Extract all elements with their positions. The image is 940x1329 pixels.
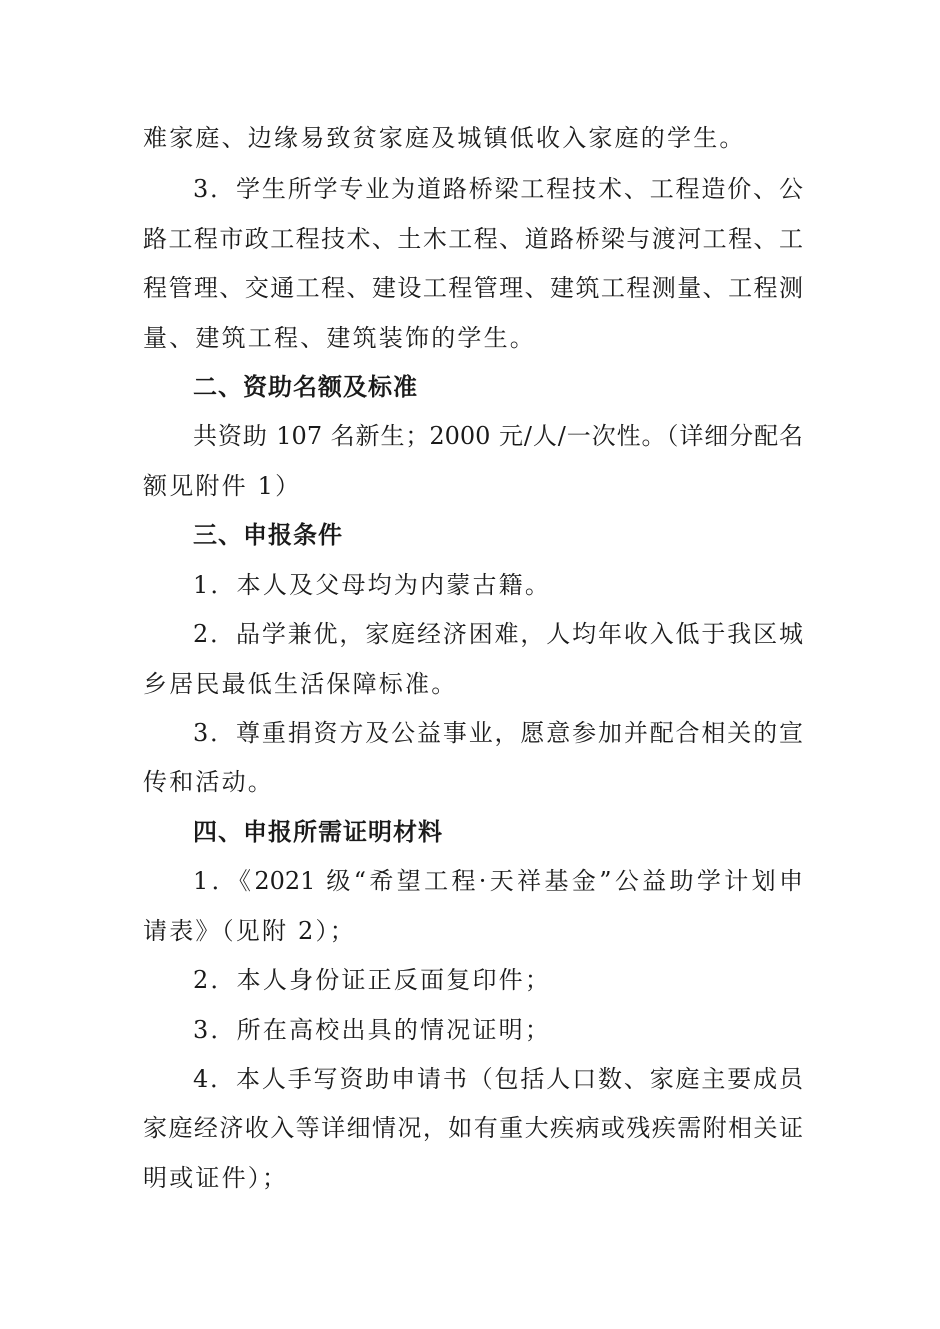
list-item-line: 3．学生所学专业为道路桥梁工程技术、工程造价、公 bbox=[193, 175, 803, 203]
list-item-line: 3．尊重捐资方及公益事业，愿意参加并配合相关的宣 bbox=[193, 719, 803, 747]
list-item-line: 请表》（见附 2）； bbox=[143, 917, 356, 945]
list-item-line: 2．本人身份证正反面复印件； bbox=[193, 966, 552, 994]
paragraph-line: 难家庭、边缘易致贫家庭及城镇低收入家庭的学生。 bbox=[143, 124, 746, 152]
list-item-line: 明或证件）； bbox=[143, 1164, 289, 1192]
list-item-line: 2．品学兼优，家庭经济困难，人均年收入低于我区城 bbox=[193, 620, 803, 648]
list-item-line: 3．所在高校出具的情况证明； bbox=[193, 1016, 552, 1044]
list-item-line: 传和活动。 bbox=[143, 768, 274, 796]
paragraph-line: 共资助 107 名新生；2000 元/人/一次性。（详细分配名 bbox=[193, 422, 803, 450]
list-item-line: 1．《2021 级“希望工程·天祥基金”公益助学计划申 bbox=[193, 867, 803, 895]
section-heading: 三、申报条件 bbox=[193, 521, 343, 549]
section-heading: 二、资助名额及标准 bbox=[193, 373, 418, 401]
list-item-line: 程管理、交通工程、建设工程管理、建筑工程测量、工程测 bbox=[143, 274, 803, 302]
section-heading: 四、申报所需证明材料 bbox=[193, 818, 443, 846]
list-item-line: 家庭经济收入等详细情况，如有重大疾病或残疾需附相关证 bbox=[143, 1114, 803, 1142]
list-item-line: 乡居民最低生活保障标准。 bbox=[143, 670, 458, 698]
list-item-line: 1．本人及父母均为内蒙古籍。 bbox=[193, 571, 552, 599]
list-item-line: 量、建筑工程、建筑装饰的学生。 bbox=[143, 324, 536, 352]
paragraph-line: 额见附件 1） bbox=[143, 472, 302, 500]
list-item-line: 路工程市政工程技术、土木工程、道路桥梁与渡河工程、工 bbox=[143, 225, 803, 253]
list-item-line: 4．本人手写资助申请书（包括人口数、家庭主要成员 bbox=[193, 1065, 803, 1093]
